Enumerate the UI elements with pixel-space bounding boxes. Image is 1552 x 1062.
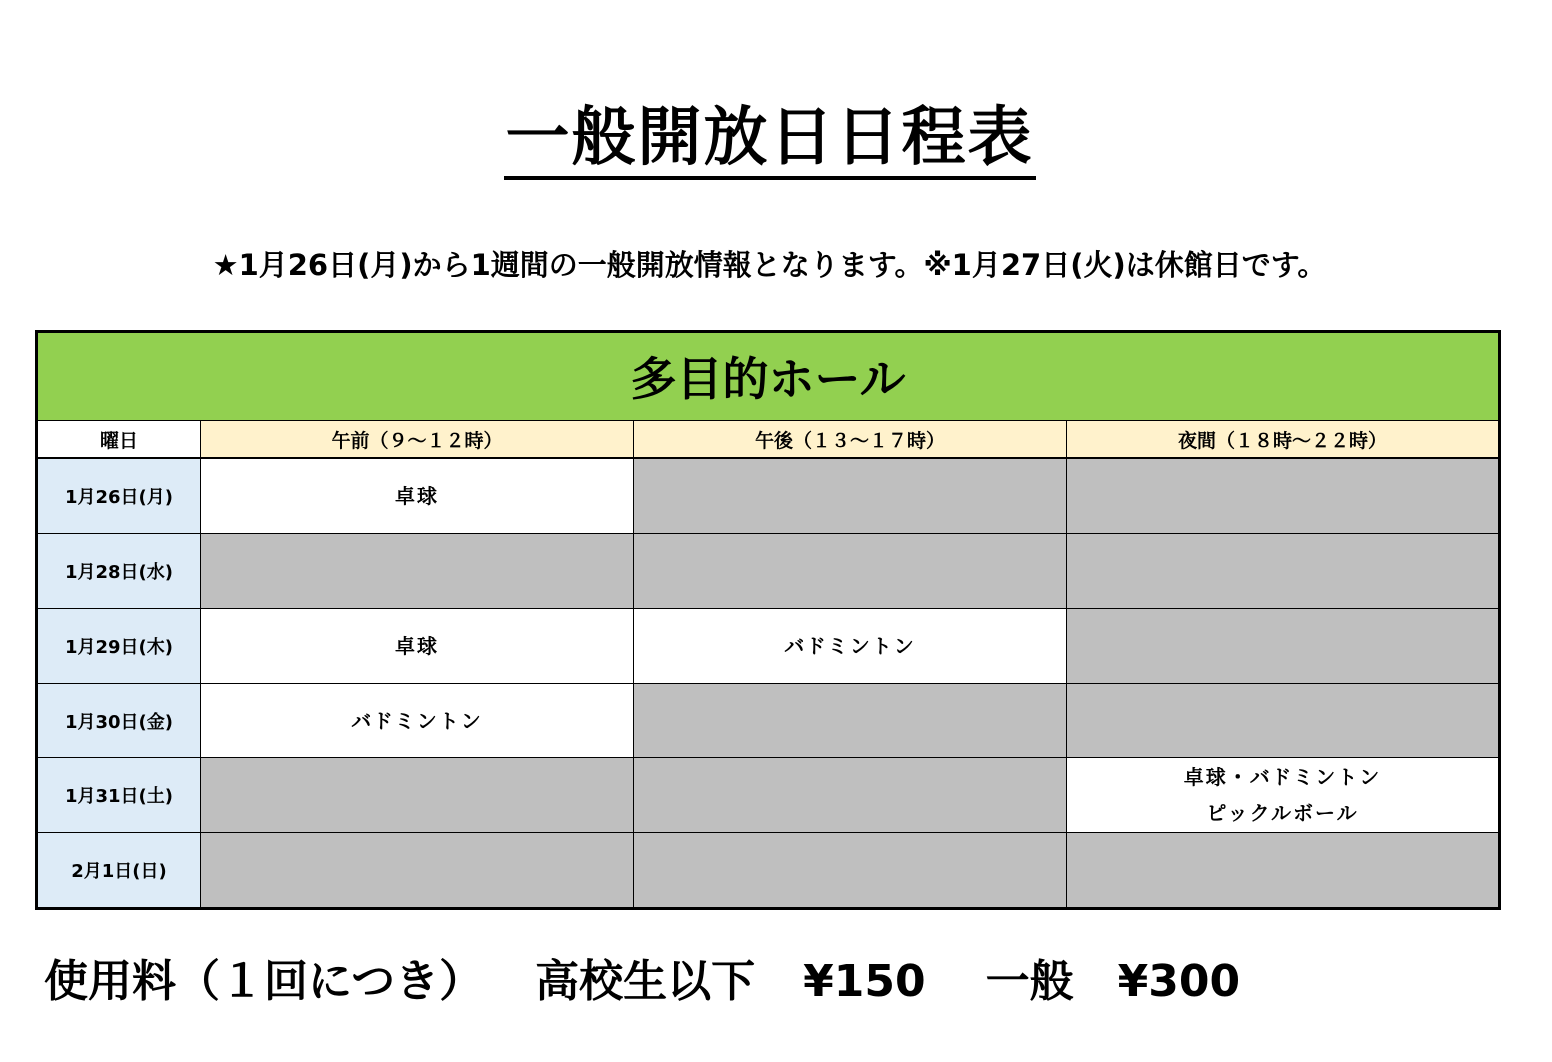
column-header-day: 曜日 <box>37 420 201 458</box>
fee-student-label: 高校生以下 <box>535 956 756 1007</box>
table-row <box>37 833 1500 909</box>
column-header-row <box>37 420 1500 458</box>
morning-slot <box>201 758 634 833</box>
morning-slot: バドミントン <box>201 683 634 758</box>
schedule-table <box>35 330 1501 910</box>
table-row <box>37 608 1500 683</box>
date-cell: 1月30日(金) <box>37 683 201 758</box>
night-slot <box>1067 758 1500 833</box>
afternoon-slot <box>634 534 1067 609</box>
afternoon-slot <box>634 683 1067 758</box>
night-slot <box>1067 833 1500 909</box>
date-cell: 1月29日(木) <box>37 608 201 683</box>
afternoon-slot <box>634 458 1067 533</box>
table-row <box>37 683 1500 758</box>
fee-label: 使用料（１回につき） <box>44 956 484 1007</box>
column-header-morning: 午前（９～１２時） <box>201 420 634 458</box>
date-cell: 1月26日(月) <box>37 458 201 533</box>
morning-slot: 卓球 <box>201 608 634 683</box>
column-header-afternoon: 午後（１３～１７時） <box>634 420 1067 458</box>
afternoon-slot <box>634 758 1067 833</box>
page-title <box>0 98 1539 180</box>
notice-text: ★1月26日(月)から1週間の一般開放情報となります。※1月27日(火)は休館日です。 <box>212 248 1327 282</box>
fee-student-price: ¥150 <box>803 956 926 1007</box>
afternoon-slot: バドミントン <box>634 608 1067 683</box>
date-cell: 1月28日(水) <box>37 534 201 609</box>
hall-header-row <box>37 332 1500 421</box>
column-header-night: 夜間（１８時～２２時） <box>1067 420 1500 458</box>
afternoon-slot <box>634 833 1067 909</box>
night-slot <box>1067 608 1500 683</box>
night-slot-line2: ピックルボール <box>1206 801 1359 826</box>
date-cell: 1月31日(土) <box>37 758 201 833</box>
morning-slot <box>201 534 634 609</box>
night-slot <box>1067 534 1500 609</box>
night-slot-line1: 卓球・バドミントン <box>1183 765 1382 790</box>
table-row <box>37 758 1500 833</box>
night-slot <box>1067 683 1500 758</box>
morning-slot <box>201 833 634 909</box>
fee-general-price: ¥300 <box>1117 956 1241 1007</box>
fee-general-label: 一般 <box>985 956 1074 1007</box>
page-title-text: 一般開放日日程表 <box>504 100 1036 180</box>
fee-line <box>44 952 1240 1012</box>
morning-slot: 卓球 <box>201 458 634 533</box>
hall-name: 多目的ホール <box>37 332 1500 421</box>
table-row <box>37 458 1500 533</box>
table-row <box>37 534 1500 609</box>
date-cell: 2月1日(日) <box>37 833 201 909</box>
night-slot <box>1067 458 1500 533</box>
